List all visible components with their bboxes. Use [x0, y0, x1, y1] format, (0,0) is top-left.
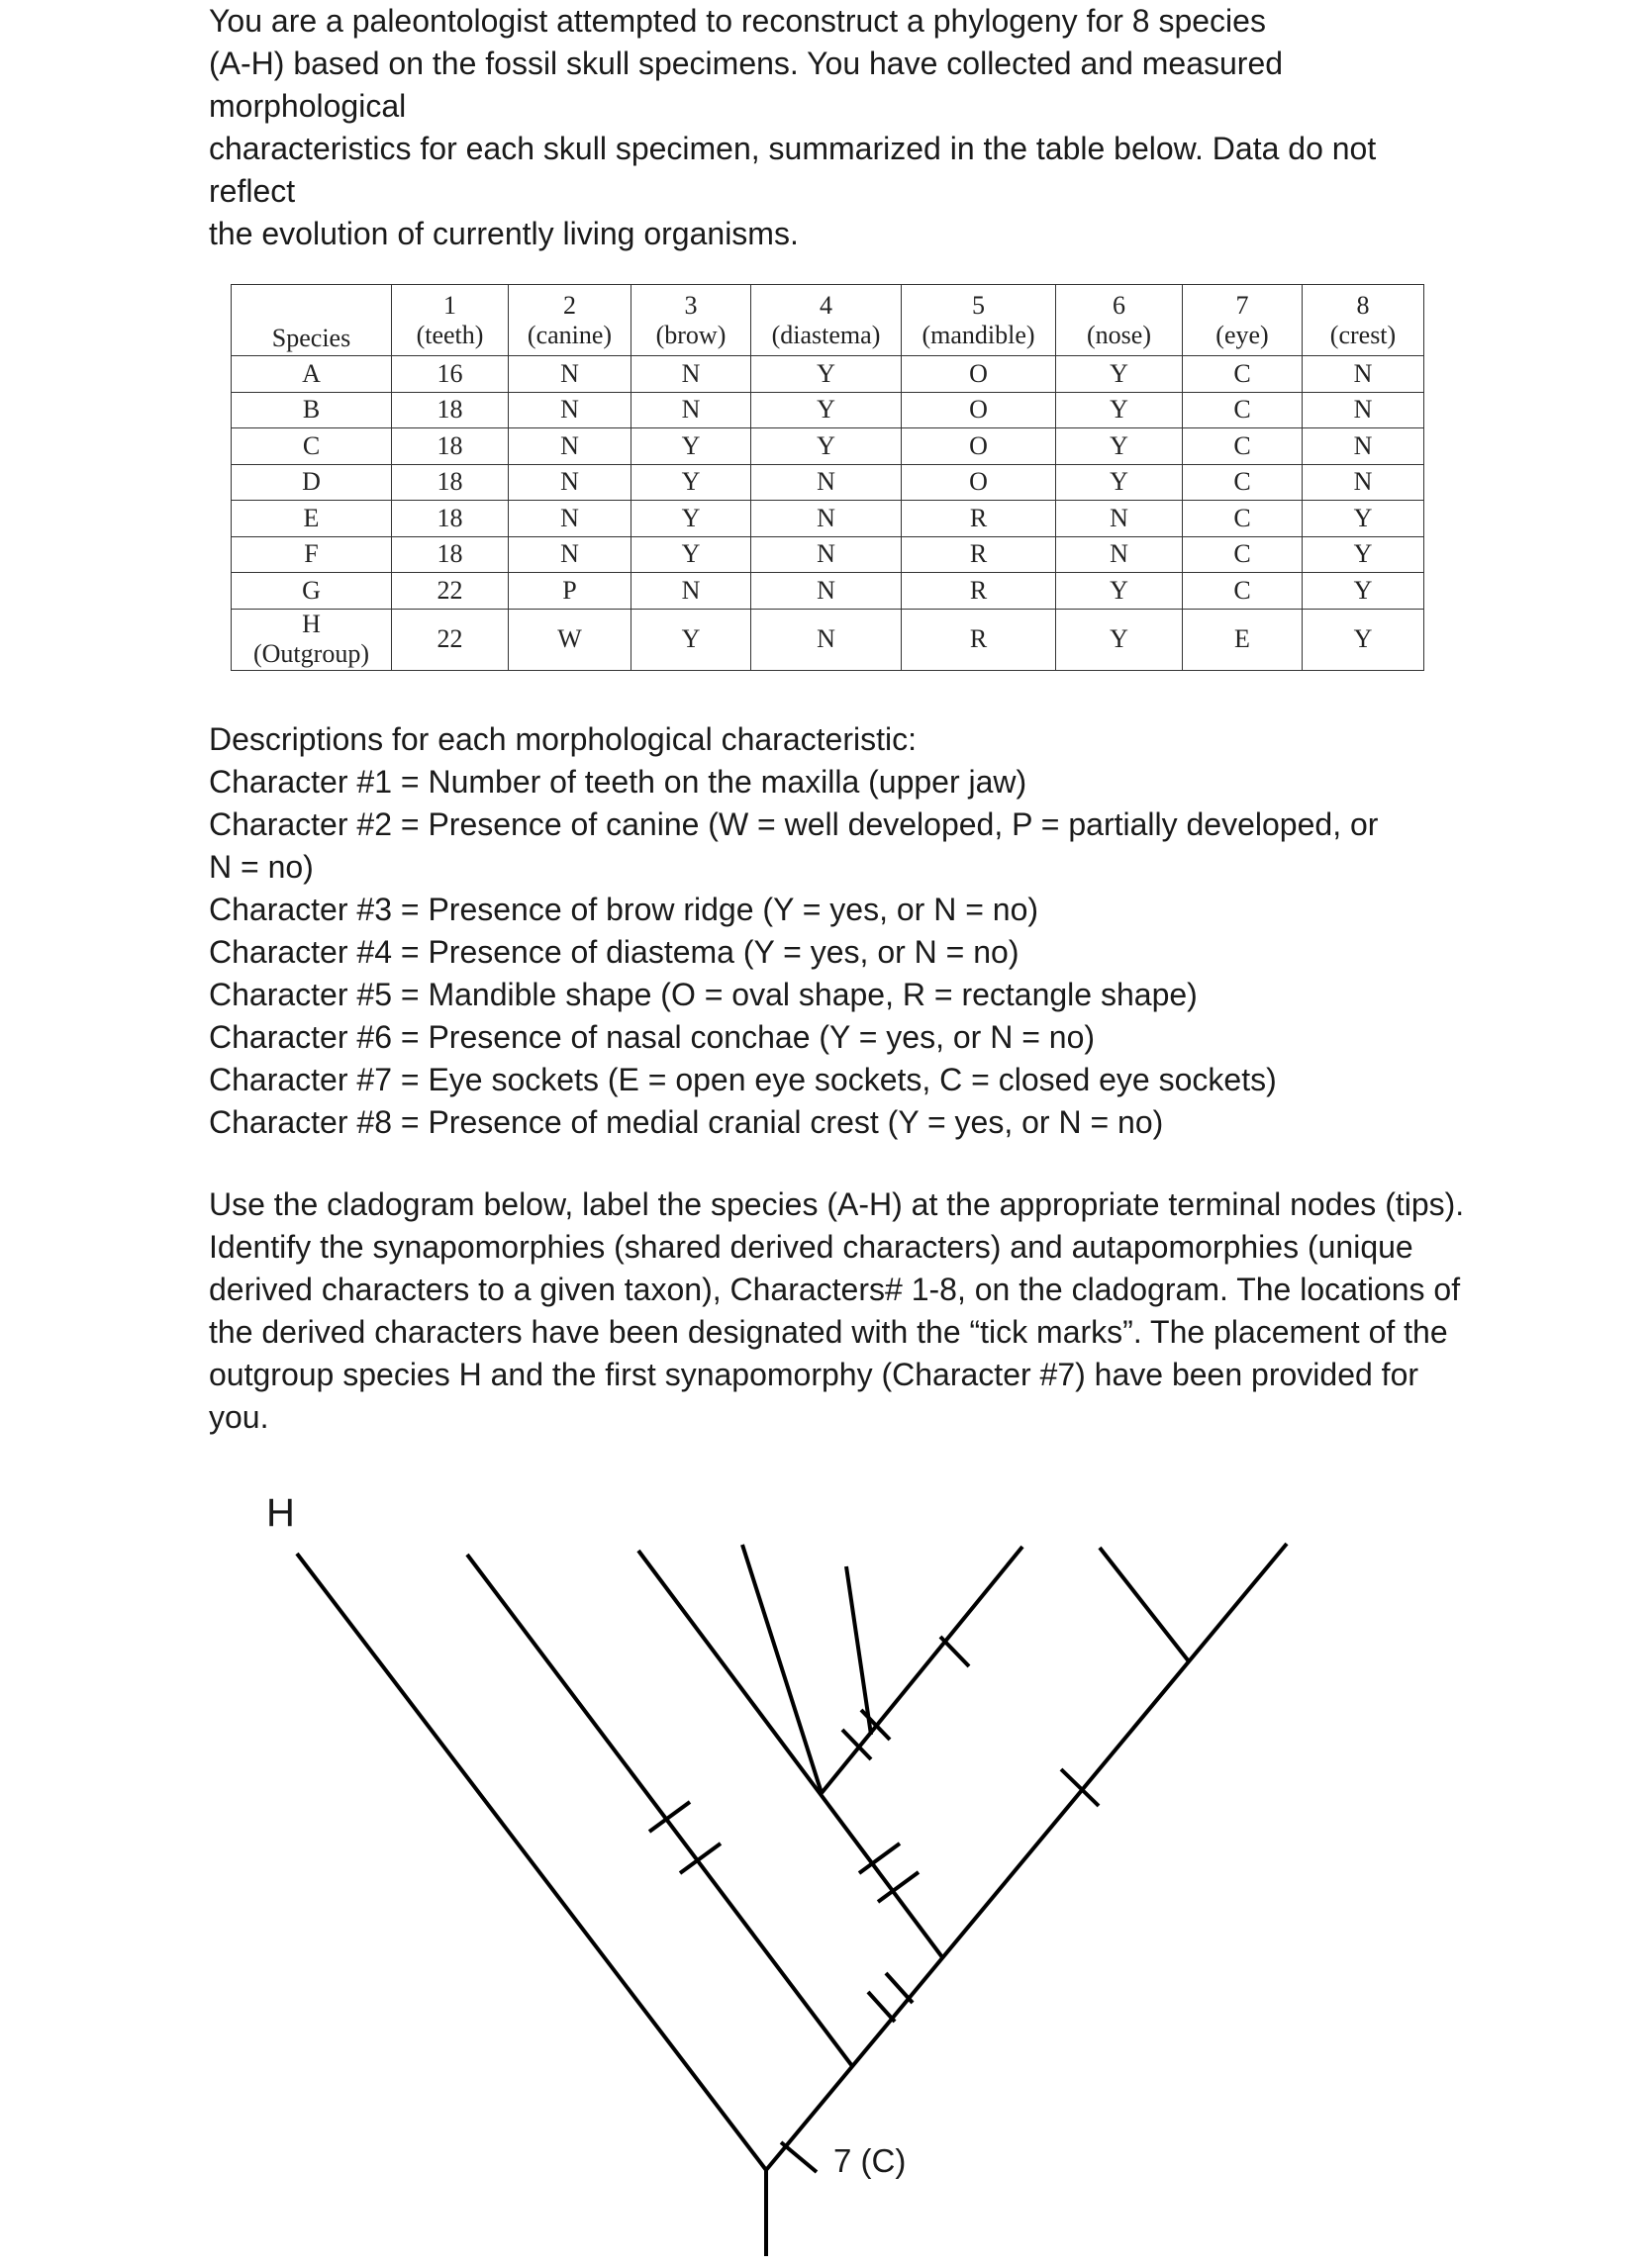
branch-tip-1 — [467, 1555, 852, 2066]
column-number: 6 — [1113, 290, 1125, 320]
column-number: 2 — [563, 290, 576, 320]
table-cell: 18 — [392, 464, 509, 501]
tick-mark — [859, 1843, 900, 1873]
table-cell: C — [1183, 428, 1303, 465]
table-cell: O — [902, 428, 1056, 465]
table-cell: N — [751, 464, 902, 501]
table-cell: N — [509, 356, 631, 393]
column-name: (teeth) — [416, 320, 484, 349]
table-cell: Y — [751, 356, 902, 393]
character-description-line: Character #2 = Presence of canine (W = well developed, P = partially developed, or — [209, 806, 1379, 842]
table-cell: R — [902, 501, 1056, 537]
descriptions-heading: Descriptions for each morphological characteristic: — [209, 721, 917, 757]
column-name: (brow) — [655, 320, 727, 349]
character-description-line: Character #5 = Mandible shape (O = oval shape, R = rectangle shape) — [209, 977, 1198, 1012]
table-cell: N — [751, 609, 902, 670]
table-cell: 18 — [392, 536, 509, 573]
species-name: E — [303, 503, 320, 532]
instructions-paragraph: Use the cladogram below, label the species (A-H) at the appropriate terminal nodes (tips). Identify the synapomorphies (shared derived characters) and autapomorphies (unique derived characters to a given taxon), Characters# 1-8, on the cladogram. The locations of the derived characters have been designated with the “tick marks”. The placement of the outgroup species H and the first synapomorphy (Character #7) have been provided for you. — [209, 1186, 1465, 1435]
branch-tip-5 — [822, 1547, 1022, 1793]
table-cell: N — [631, 573, 751, 610]
table-cell: N — [631, 356, 751, 393]
table-cell: C — [1183, 356, 1303, 393]
table-cell: Y — [631, 609, 751, 670]
species-header: Species — [232, 285, 392, 356]
species-name: G — [302, 575, 321, 605]
table-cell: Y — [631, 428, 751, 465]
table-cell: R — [902, 573, 1056, 610]
column-number: 1 — [443, 290, 456, 320]
table-cell: Y — [1056, 573, 1183, 610]
outgroup-label-h: H — [266, 1491, 295, 1535]
table-cell: O — [902, 464, 1056, 501]
table-cell: Y — [631, 464, 751, 501]
table-cell: 16 — [392, 356, 509, 393]
table-cell: N — [1303, 392, 1424, 428]
table-cell: Y — [751, 392, 902, 428]
branch-tip-4 — [846, 1566, 871, 1735]
table-cell: N — [509, 392, 631, 428]
table-cell: 22 — [392, 573, 509, 610]
column-number: 4 — [820, 290, 832, 320]
table-cell: Y — [631, 501, 751, 537]
column-name: (diastema) — [771, 320, 881, 349]
table-cell: N — [631, 392, 751, 428]
table-cell: W — [509, 609, 631, 670]
column-number: 3 — [684, 290, 698, 320]
table-cell: N — [1303, 428, 1424, 465]
tick-mark — [842, 1730, 871, 1759]
tick-mark-7 — [781, 2142, 817, 2172]
table-cell: N — [751, 536, 902, 573]
character-description-line: Character #4 = Presence of diastema (Y = yes, or N = no) — [209, 934, 1019, 970]
table-cell: N — [509, 536, 631, 573]
branch-tip-2 — [638, 1551, 942, 1957]
column-name: (crest) — [1329, 320, 1397, 349]
branch-main-spine — [766, 1544, 1287, 2170]
table-cell: Y — [1303, 609, 1424, 670]
intro-line: reflect — [209, 173, 296, 209]
species-name: A — [302, 358, 321, 388]
table-cell: Y — [1056, 392, 1183, 428]
character-description-line: N = no) — [209, 849, 314, 885]
table-cell: Y — [1056, 464, 1183, 501]
column-name: (eye) — [1215, 320, 1269, 349]
table-cell: 18 — [392, 501, 509, 537]
table-cell: N — [1303, 464, 1424, 501]
table-cell: Y — [1303, 536, 1424, 573]
intro-line: (A-H) based on the fossil skull specimens. You have collected and measured — [209, 46, 1284, 81]
table-cell: O — [902, 392, 1056, 428]
table-cell: O — [902, 356, 1056, 393]
table-cell: 18 — [392, 392, 509, 428]
species-name: C — [302, 430, 321, 460]
tick-mark — [868, 1992, 895, 2022]
table-cell: R — [902, 536, 1056, 573]
table-cell: C — [1183, 464, 1303, 501]
species-name: F — [304, 539, 319, 569]
table-cell: 22 — [392, 609, 509, 670]
table-cell: Y — [1303, 501, 1424, 537]
character-description-line: Character #7 = Eye sockets (E = open eye sockets, C = closed eye sockets) — [209, 1062, 1277, 1097]
table-cell: Y — [1303, 573, 1424, 610]
species-name: H — [302, 610, 321, 638]
species-name: D — [302, 467, 321, 497]
intro-line: the evolution of currently living organisms. — [209, 216, 799, 251]
table-cell: N — [1056, 536, 1183, 573]
character-description-line: Character #3 = Presence of brow ridge (Y = yes, or N = no) — [209, 892, 1039, 927]
table-cell: R — [902, 609, 1056, 670]
table-cell: Y — [1056, 609, 1183, 670]
tick-mark — [940, 1637, 969, 1666]
table-cell: Y — [631, 536, 751, 573]
tick-mark — [886, 1973, 913, 2003]
column-name: (mandible) — [922, 320, 1035, 349]
table-cell: N — [751, 501, 902, 537]
table-cell: Y — [1056, 428, 1183, 465]
table-cell: N — [1056, 501, 1183, 537]
table-cell: E — [1183, 609, 1303, 670]
table-cell: 18 — [392, 428, 509, 465]
table-cell: C — [1183, 536, 1303, 573]
branch-tip-3 — [742, 1545, 822, 1793]
column-number: 7 — [1235, 290, 1249, 320]
character-description-line: Character #1 = Number of teeth on the maxilla (upper jaw) — [209, 764, 1027, 800]
intro-line: morphological — [209, 88, 407, 124]
column-name: (canine) — [527, 320, 613, 349]
table-cell: Y — [751, 428, 902, 465]
table-cell: C — [1183, 392, 1303, 428]
branch-tip-6 — [1100, 1548, 1189, 1661]
table-cell: N — [751, 573, 902, 610]
table-cell: C — [1183, 573, 1303, 610]
species-note: (Outgroup) — [253, 639, 369, 668]
character-description-line: Character #6 = Presence of nasal conchae (Y = yes, or N = no) — [209, 1019, 1096, 1055]
column-number: 5 — [972, 290, 985, 320]
intro-line: characteristics for each skull specimen, summarized in the table below. Data do not — [209, 131, 1377, 166]
table-cell: N — [509, 501, 631, 537]
table-cell: C — [1183, 501, 1303, 537]
table-cell: N — [509, 464, 631, 501]
character-description-line: Character #8 = Presence of medial cranial crest (Y = yes, or N = no) — [209, 1104, 1164, 1140]
table-cell: N — [509, 428, 631, 465]
species-name: B — [302, 395, 321, 425]
column-name: (nose) — [1087, 320, 1151, 349]
table-cell: N — [1303, 356, 1424, 393]
table-cell: Y — [1056, 356, 1183, 393]
column-number: 8 — [1356, 290, 1370, 320]
table-cell: P — [509, 573, 631, 610]
synapomorphy-label-7c: 7 (C) — [833, 2142, 907, 2179]
intro-line: You are a paleontologist attempted to reconstruct a phylogeny for 8 species — [209, 3, 1266, 39]
